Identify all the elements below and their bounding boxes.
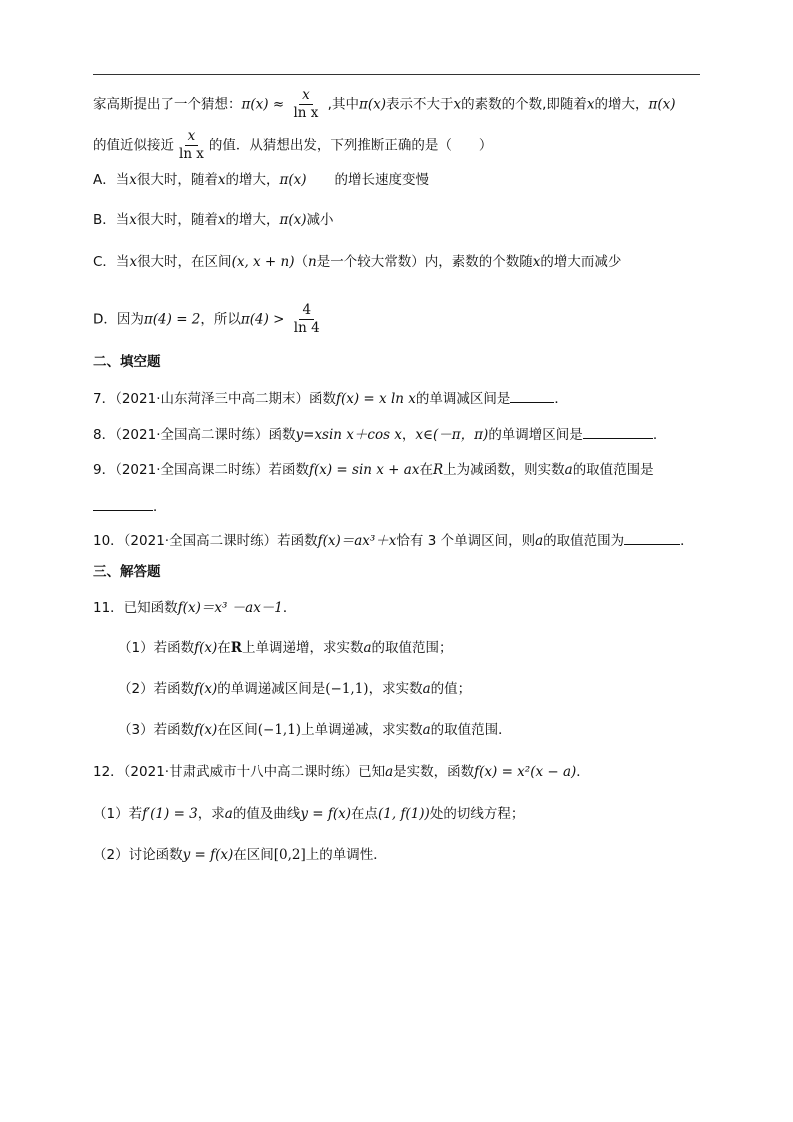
text: 家高斯提出了一个猜想： [93,96,242,113]
math: π(x) [648,96,676,113]
text: 的值．从猜想出发，下列推断正确的是（ ） [208,137,493,154]
option-c: C．当x很大时，在区间(x, x + n)（n是一个较大常数）内，素数的个数随x的增大而减少 [93,254,622,270]
math: ≈ [268,96,289,113]
intro-line-1 [93,87,676,122]
question-9-blank-line: ． [93,496,167,517]
option-d: D．因为π(4) = 2，所以π(4) > $\frac{4}{\ln 4}$ [93,302,325,337]
section-fill-in: 二、填空题 [93,354,161,370]
question-12-part-2: （2）讨论函数y = f(x)在区间[0,2]上的单调性． [93,847,387,863]
option-a: A．当x很大时，随着x的增大，π(x) 的增长速度变慢 [93,172,430,188]
question-11-part-3: （3）若函数f(x)在区间(−1,1)上单调递减，求实数a的取值范围． [118,722,512,738]
question-11-part-2: （2）若函数f(x)的单调递减区间是(−1,1)，求实数a的值； [118,681,472,697]
fraction-x-over-lnx: $\frac{x}{\text{ln x}}$ [179,128,204,162]
text: 的素数的个数,即随着 [461,96,587,113]
question-7: 7．（2021·山东菏泽三中高二期末）函数f(x) = x ln x的单调减区间是 ． [93,388,568,409]
text: ,其中 [323,96,359,113]
header-rule [93,74,700,75]
intro-line-2 [93,128,492,163]
answer-blank[interactable] [624,530,680,545]
question-11: 11．已知函数f(x)＝x³ －ax－1． [93,600,297,616]
question-8: 8．（2021·全国高二课时练）函数y=xsin x＋cos x，x∈(－π，π)的单调增区间是 . [93,424,657,445]
option-b: B．当x很大时，随着x的增大，π(x)减小 [93,212,334,228]
text: 的增大， [594,96,649,113]
question-11-part-1: （1）若函数f(x)在R上单调递增，求实数a的取值范围； [118,640,453,656]
fraction-4-over-ln4: $\frac{4}{\ln 4}$ [293,302,320,336]
math: π(x) [241,96,269,113]
math: x [586,96,595,113]
question-9: 9．（2021·全国高课二时练）若函数f(x) = sin x + ax在R上为减函数，则实数a的取值范围是 [93,462,654,478]
math: π(x) [358,96,386,113]
question-12: 12．（2021·甘肃武威市十八中高二课时练）已知a是实数，函数f(x) = x²(x − a)． [93,764,590,780]
text: 表示不大于 [385,96,454,113]
answer-blank[interactable] [583,424,653,439]
math: x [453,96,462,113]
answer-blank[interactable] [93,496,153,511]
question-12-part-1: （1）若f′(1) = 3，求a的值及曲线y = f(x)在点(1, f(1))处的切线方程； [93,806,525,822]
answer-blank[interactable] [510,388,554,403]
section-solutions: 三、解答题 [93,564,161,580]
text: 的值近似接近 [93,137,174,154]
question-10: 10．（2021·全国高二课时练）若函数f(x)＝ax³＋x恰有 3 个单调区间，则a的取值范围为 ． [93,530,694,551]
fraction-x-over-lnx: $\frac{x}{\text{ln x}}$ [293,87,319,121]
